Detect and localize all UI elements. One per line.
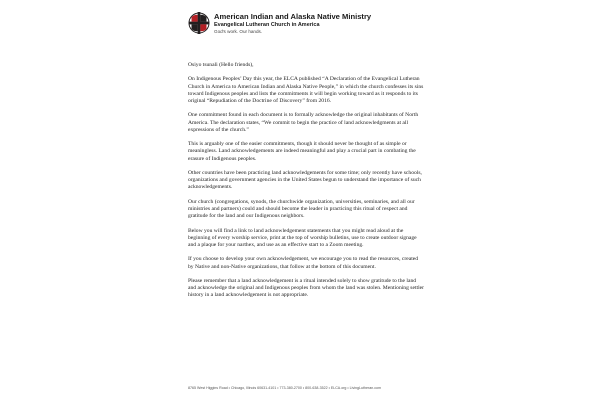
paragraph: One commitment found in each document is to formally acknowledge the original inhabitants of North America. The declaration states, “We commit to begin the practice of land acknowledgments at all expressions of the church.” — [188, 112, 419, 133]
tagline: God's work. Our hands. — [214, 29, 263, 34]
greeting: Osiyo tsunali (Hello friends), — [188, 62, 254, 68]
letter-body — [188, 62, 424, 307]
paragraph: Other countries have been practicing land acknowledgements for some time; only recently have schools, organizations and government agencies in the United States begun to understand the importance of such acknowledgements. — [188, 169, 422, 191]
organization-subtitle: Evangelical Lutheran Church in America — [214, 22, 320, 28]
paragraph: Below you will find a link to land acknowledgement statements that you might read aloud at the beginning of every worship service, print at the top of worship bulletins, use to create outdoor signage and a plaque for your narthex, and use as an effective start to a Zoom meeting. — [188, 227, 417, 248]
elca-cross-logo-icon — [188, 11, 210, 35]
paragraph: This is arguably one of the easier commitments, though it should never be thought of as simple or meaningless. Land acknowledgements are indeed meaningful and play a crucial part in combating the erasure of Indigenous peoples. — [188, 141, 416, 162]
letterhead — [188, 11, 424, 39]
paragraph: If you choose to develop your own acknowledgement, we encourage you to read the resources, created by Native and non-Native organizations, that follow at the bottom of this document. — [188, 256, 419, 270]
organization-name: American Indian and Alaska Native Ministry — [214, 12, 372, 21]
footer-address: 8765 West Higgins Road • Chicago, Illinois 60631-4101 • 773-380-2700 • 800-638-3522 • ELCA.org • LivingLutheran.com — [188, 386, 382, 390]
paragraph: Our church (congregations, synods, the churchwide organization, universities, seminaries, and all our ministries and partners) could and should become the leader in practicing this ritual of respect and gratitude for the land and our Indigenous neighbors. — [188, 198, 415, 220]
letter-page — [188, 0, 424, 400]
paragraph: On Indigenous Peoples’ Day this year, the ELCA published “A Declaration of the Evangelical Lutheran Church in America to American Indian and Alaska Native People,” in which the church confesses its sins toward Indigenous peoples and lists the commitments it will begin working toward as it responds to its original “Repudiation of the Doctrine of Discovery” from 2016. — [188, 76, 424, 104]
paragraph: Please remember that a land acknowledgement is a ritual intended solely to show gratitude to the land and acknowledge the original and Indigenous peoples from whom the land was stolen. Mentioning settler history in a land acknowledgement is not appropriate. — [188, 277, 424, 299]
